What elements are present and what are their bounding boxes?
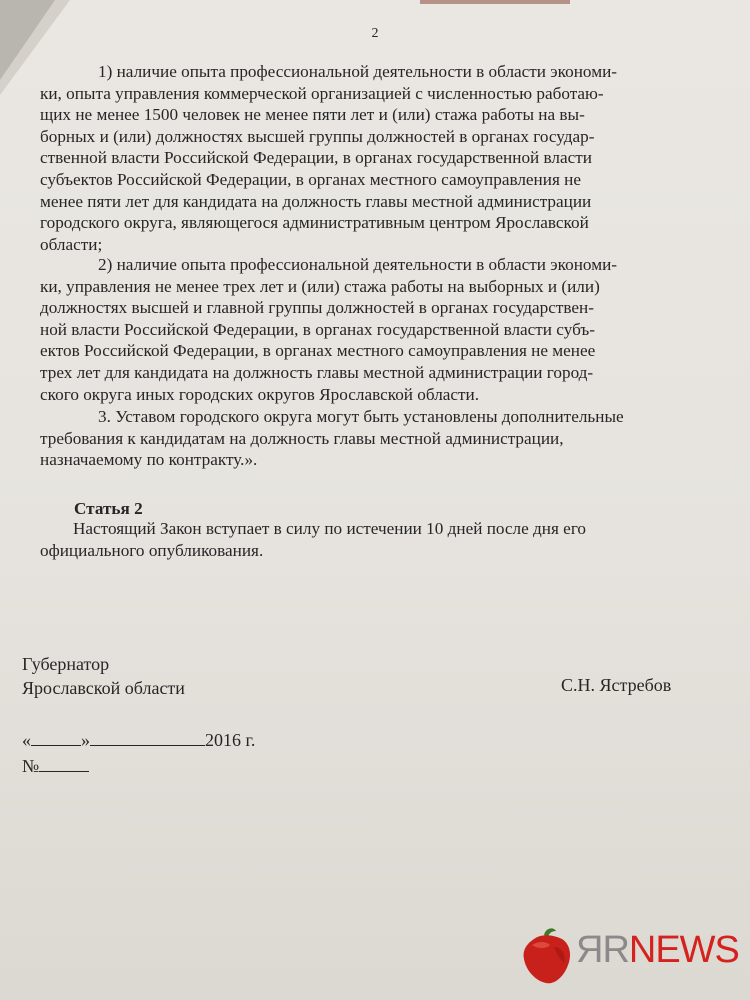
text-line: должностях высшей и главной группы должностей в органах государствен- (40, 298, 594, 318)
year: 2016 г. (205, 730, 256, 750)
day-blank (31, 729, 81, 746)
text-line: ского округа иных городских округов Ярославской области. (40, 384, 480, 404)
text-line: ки, управления не менее трех лет и (или) стажа работы на выборных и (или) (40, 276, 600, 296)
date-line (22, 729, 255, 751)
signatory-title (22, 652, 185, 700)
text-line: требования к кандидатам на должность главы местной администрации, (40, 428, 564, 448)
number-blank (39, 755, 89, 772)
text-line: ки, опыта управления коммерческой организацией с численностью работаю- (40, 83, 604, 103)
text-line: ектов Российской Федерации, в органах местного самоуправления не менее (40, 341, 596, 361)
number-line (22, 755, 89, 777)
pepper-icon (520, 925, 574, 987)
open-quote: « (22, 730, 31, 750)
watermark-text-b: NEWS (628, 929, 739, 971)
text-line: субъектов Российской Федерации, в органах местного самоуправления не (40, 169, 581, 189)
text-line: 3. Уставом городского округа могут быть установлены дополнительные (98, 407, 624, 426)
month-blank (90, 729, 205, 746)
paragraph-3 (40, 406, 698, 471)
signatory-name: С.Н. Ястребов (561, 675, 672, 695)
paragraph-2 (40, 254, 698, 405)
text-line: 1) наличие опыта профессиональной деятельности в области экономи- (98, 62, 617, 81)
watermark-text-a: ЯR (576, 929, 629, 971)
text-line: 2) наличие опыта профессиональной деятельности в области экономи- (98, 255, 617, 274)
signatory-title-line-2: Ярославской области (22, 678, 185, 698)
watermark-text (576, 929, 739, 972)
cover-edge (420, 0, 570, 4)
signatory-title-line-1: Губернатор (22, 654, 110, 674)
text-line: щих не менее 1500 человек не менее пяти лет и (или) стажа работы на вы- (40, 105, 585, 125)
article-2-text (40, 518, 698, 561)
text-line: официального опубликования. (40, 540, 264, 560)
text-line: ной власти Российской Федерации, в органах государственной власти субъ- (40, 319, 595, 339)
text-line: назначаемому по контракту.». (40, 450, 258, 470)
watermark-logo (520, 925, 739, 985)
article-2-heading: Статья 2 (74, 499, 143, 518)
text-line: ственной власти Российской Федерации, в органах государственной власти (40, 148, 592, 168)
number-sign: № (22, 756, 40, 776)
text-line: трех лет для кандидата на должность главы местной администрации город- (40, 362, 594, 382)
paragraph-1 (40, 61, 698, 255)
text-line: борных и (или) должностях высшей группы должностей в органах государ- (40, 126, 595, 146)
text-line: городского округа, являющегося административным центром Ярославской (40, 213, 589, 233)
text-line: области; (40, 234, 103, 254)
text-line: менее пяти лет для кандидата на должность главы местной администрации (40, 191, 592, 211)
close-quote: » (81, 730, 90, 750)
page-number: 2 (371, 26, 379, 41)
text-line: Настоящий Закон вступает в силу по истечении 10 дней после дня его (73, 519, 587, 538)
